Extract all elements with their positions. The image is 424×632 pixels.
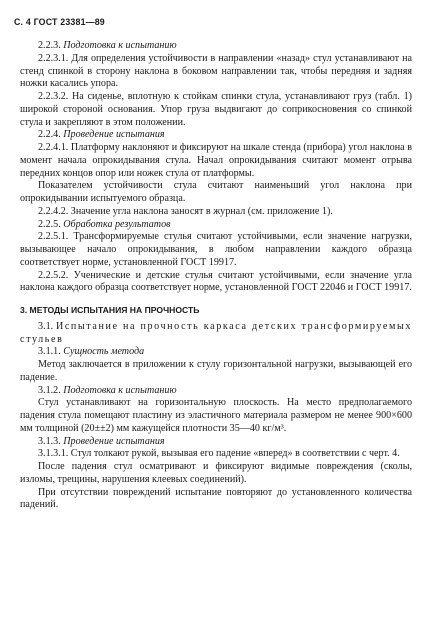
- paragraph-2-2-4-2: 2.2.4.2. Значение угла наклона заносят в журнал (см. приложение 1).: [38, 205, 333, 217]
- section-heading-3: 3. МЕТОДЫ ИСПЫТАНИЯ НА ПРОЧНОСТЬ: [20, 305, 200, 315]
- heading-2-2-3: [20, 40, 412, 53]
- paragraph-test-preparation: Стул устанавливают на горизонтальную плоскость. На место предполагаемого падения стула помещают пластину из эластичного материала размером не менее 900×600 мм толщиной (20±±2) мм кажущейся плотности 35—40 кг/м³.: [20, 397, 412, 434]
- paragraph-2-2-3-2: 2.2.3.2. На сиденье, вплотную к стойкам спинки стула, устанавливают груз (табл. 1) широкой стороной основания. Упор груза выдвигают до соприкосновения со спинкой стула и закрепляют в этом положении.: [20, 91, 412, 128]
- clause-title: Проведение испытания: [63, 129, 165, 141]
- heading-3-1-2: [20, 385, 412, 398]
- paragraph-stability-indicator: Показателем устойчивости стула считают наименьший угол наклона при опрокидывании испытуемого образца.: [20, 180, 412, 204]
- clause-number: 2.2.4.: [38, 129, 64, 141]
- heading-2-2-4: [20, 129, 412, 142]
- heading-3-1-1: [20, 346, 412, 359]
- clause-number: 3.1.2.: [38, 384, 64, 396]
- paragraph-inspection: После падения стул осматривают и фиксируют видимые повреждения (сколы, изломы, трещины, нарушения клеевых соединений).: [20, 461, 412, 485]
- heading-3-1-3: [20, 436, 412, 449]
- section-spacer: [20, 295, 412, 304]
- clause-title: Сущность метода: [63, 346, 145, 358]
- clause-title: Проведение испытания: [63, 435, 165, 447]
- paragraph-2-2-4-1: 2.2.4.1. Платформу наклоняют и фиксируют на шкале стенда (прибора) угол наклона в момент начала опрокидывания стула. Начал опрокидывания считают момент отрыва передних концов опор или ножек стула от платформы.: [20, 142, 412, 179]
- clause-title: Подготовка к испытанию: [63, 384, 177, 396]
- clause-number: 3.1.1.: [38, 346, 64, 358]
- paragraph-2-2-5-1: 2.2.5.1. Трансформируемые стулья считают устойчивыми, если значение нагрузки, вызывающее начало опрокидывания, в любом направлении каждого образца соответствует норме, установленной ГОСТ 19917.: [20, 231, 412, 268]
- clause-number: 2.2.5.: [38, 218, 64, 230]
- clause-title: Подготовка к испытанию: [63, 40, 177, 51]
- paragraph-3-1-3-1: 3.1.3.1. Стул толкают рукой, вызывая его падение «вперед» в соответствии с черт. 4.: [38, 448, 400, 460]
- paragraph-2-2-5-2: 2.2.5.2. Ученические и детские стулья считают устойчивыми, если значение угла наклона каждого образца соответствует норме, установленной ГОСТ 22046 и ГОСТ 19917.: [20, 269, 412, 294]
- clause-number: 2.2.3.: [38, 40, 64, 51]
- clause-number: 3.1.: [38, 320, 56, 332]
- clause-title: Испытание на прочность каркаса детских трансформируемых стульев: [20, 320, 412, 345]
- document-body: [20, 40, 412, 512]
- clause-number: 3.1.3.: [38, 435, 64, 447]
- paragraph-method-essence: Метод заключается в приложении к стулу горизонтальной нагрузки, вызывающей его падение.: [20, 359, 412, 383]
- heading-3-1: [20, 321, 412, 347]
- paragraph-2-2-3-1: 2.2.3.1. Для определения устойчивости в направлении «назад» стул устанавливают на стенд спинкой в сторону наклона в боковом направлении так, чтобы передняя и задняя ножки касались упора.: [20, 52, 412, 90]
- page-header: С. 4 ГОСТ 23381—89: [14, 17, 105, 27]
- paragraph-repeat-test: При отсутствии повреждений испытание повторяют до установленного количества падений.: [20, 486, 412, 511]
- clause-title: Обработка результатов: [63, 218, 171, 230]
- heading-2-2-5: [20, 219, 412, 232]
